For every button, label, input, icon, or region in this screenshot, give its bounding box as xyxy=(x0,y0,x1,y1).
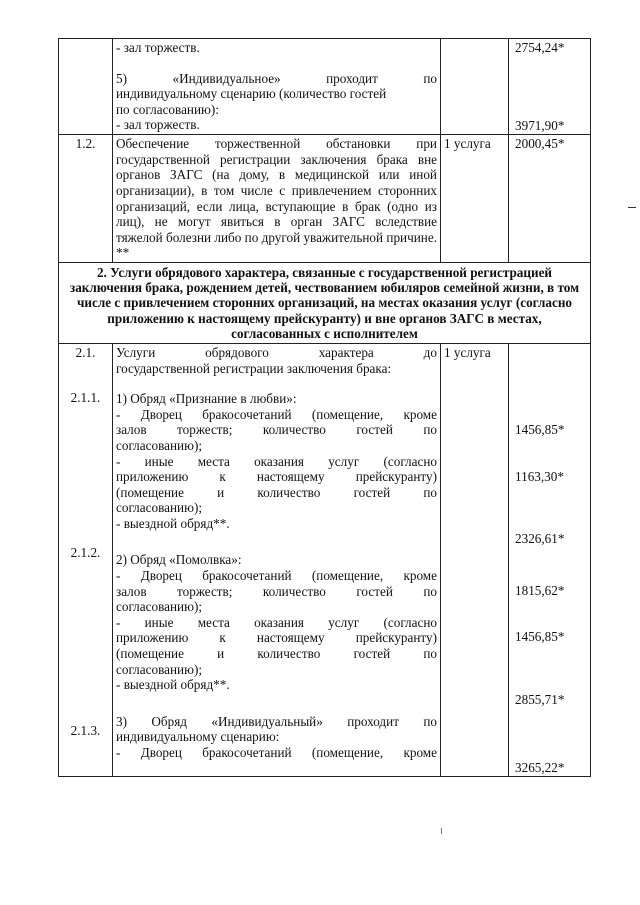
service-description: - зал торжеств. 5) «Индивидуальное» проходит по индивидуальному сценарию (количество гостей по согласованию): - зал торжеств. xyxy=(113,39,441,135)
unit-cell: 1 услуга xyxy=(441,343,509,776)
table-row xyxy=(59,343,591,776)
row-number: 1.2. xyxy=(59,135,113,263)
margin-dash xyxy=(628,207,636,208)
document-page xyxy=(58,38,590,777)
table-row xyxy=(59,39,591,135)
row-number xyxy=(59,39,113,135)
row-numbers: 2.1. 2.1.1. 2.1.2. 2.1.3. xyxy=(59,343,113,776)
section-header-row xyxy=(59,262,591,343)
table-row xyxy=(59,135,591,263)
price-table xyxy=(58,38,591,777)
scan-mark xyxy=(441,828,442,834)
service-description: Услуги обрядового характера до государственной регистрации заключения брака: 1) Обряд «Признание в любви»: - Дворец бракосочетаний (помещение, кроме залов торжеств; количество гостей по согласованию); - иные места оказания услуг (согласно приложению к настоящему прейскуранту) (помещение и количество гостей по согласованию); - выездной обряд**. 2) Обряд «Помолвка»: - Дворец бракосочетаний (помещение, кроме залов торжеств; количество гостей по согласованию); - иные места оказания услуг (согласно приложению к настоящему прейскуранту) (помещение и количество гостей по согласованию); - выездной обряд**. 3) Обряд «Индивидуальный» проходит по индивидуальному сценарию: - Дворец бракосочетаний (помещение, кроме xyxy=(113,343,441,776)
unit-cell xyxy=(441,39,509,135)
price-cell: 2754,24* 3971,90* xyxy=(509,39,591,135)
service-description: Обеспечение торжественной обстановки при государственной регистрации заключения брака вне органов ЗАГС (на дому, в медицинской или иной организации), в том числе с привлечением сторонних организаций, если лица, вступающие в брак (одно из лиц), не могут явиться в орган ЗАГС вследствие тяжелой болезни либо по другой уважительной причине. ** xyxy=(113,135,441,263)
unit-cell: 1 услуга xyxy=(441,135,509,263)
price-cell: 1456,85* 1163,30* 2326,61* 1815,62* 1456,85* 2855,71* 3265,22* xyxy=(509,343,591,776)
section-heading: 2. Услуги обрядового характера, связанные с государственной регистрацией заключения брака, рождением детей, чествованием юбиляров семейной жизни, в том числе с привлечением сторонних организаций, на местах оказания услуг (согласно приложению к настоящему прейскуранту) и вне органов ЗАГС в местах, согласованных с исполнителем xyxy=(59,262,591,343)
price-cell: 2000,45* xyxy=(509,135,591,263)
